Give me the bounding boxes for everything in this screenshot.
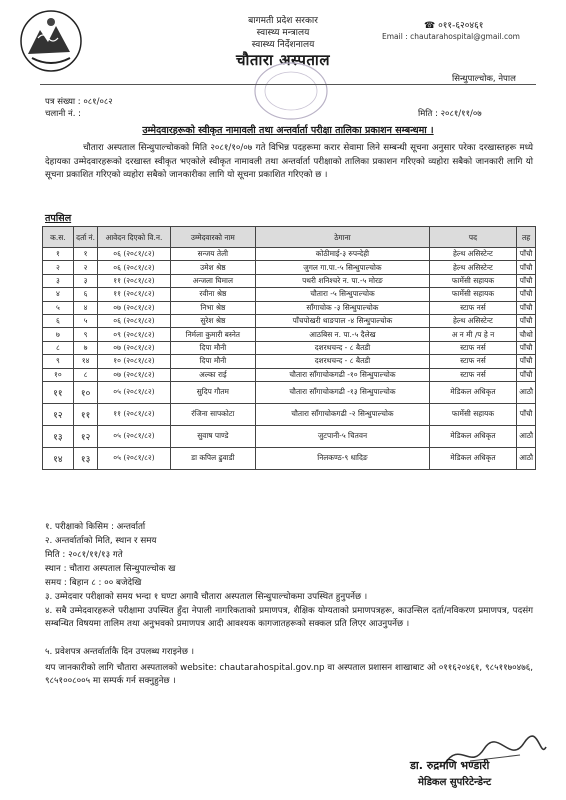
contact-info: थप जानकारीको लागि चौतारा अस्पतालको website: chautarahospital.gov.np वा अस्पताल प्रशासन शाखाबाट ओ ०११६२०४६१, ९८५११७०४७६, ९८५१००८००५ मा सम्पर्क गर्न सक्नुहुनेछ ।	[45, 663, 533, 686]
email-address: Email : chautarahospital@gmail.com	[382, 32, 520, 41]
cell-candidate-name: निर्मला कुमारी बस्नेत	[170, 328, 256, 341]
cell-application-no: ०५ (२०८१/८२)	[98, 447, 170, 469]
cell-candidate-name: अन्जला घिमाल	[170, 274, 256, 287]
cell-position: स्टाफ नर्स	[429, 355, 517, 368]
cell-address: जुटपानी-५ चितवन	[256, 425, 430, 447]
cell-application-no: ०७ (२०८१/८२)	[98, 301, 170, 314]
cell-serial: २	[43, 261, 74, 274]
cell-candidate-name: डा कपिल ढुवाडी	[170, 447, 256, 469]
cell-position: फार्मेसी सहायक	[429, 288, 517, 301]
cell-serial: १३	[43, 425, 74, 447]
cell-application-no: ०६ (२०८१/८२)	[98, 314, 170, 327]
letter-number: पत्र संख्या : ०८१/०८२	[45, 97, 113, 107]
cell-candidate-name: सुरेश श्रेष्ठ	[170, 314, 256, 327]
table-row	[43, 403, 536, 425]
cell-application-no: ०५ (२०८१/८२)	[98, 381, 170, 403]
cell-serial: १०	[43, 368, 74, 381]
notice-body: चौतारा अस्पताल सिन्धुपाल्चोकको मिति २०८१/१०/०७ गते विभिन्न पदहरूमा करार सेवामा लिने सम्बन्धी सूचना अनुसार परेका दरखास्तहरू मध्ये देहायका उम्मेदवारहरूको दरखास्त स्वीकृत भएकोले स्वीकृत नामावली तथा अन्तर्वार्ता परीक्षाको तालिका प्रकाशन गरिएको व्यहोरा सबैको जानकारी लागि यो सूचना प्रकाशित गरिएको व्यहोरा सबैको जानकारीका लागि यो सूचना प्रकाशित गरिएको छ ।	[45, 143, 533, 180]
cell-level: आठौ	[517, 425, 536, 447]
cell-candidate-name: रंजिना सापकोटा	[170, 403, 256, 425]
arrival-instruction: ३. उम्मेदवार परीक्षाको समय भन्दा १ घण्टा अगावै चौतारा अस्पताल सिन्धुपाल्चोकमा उपस्थित हुनुपर्नेछ ।	[45, 592, 368, 602]
cell-reg-no: १२	[73, 425, 98, 447]
cell-address: दशरथचन्द - ८ बैतडी	[256, 341, 430, 354]
exam-type: १. परीक्षाको किसिम : अन्तर्वार्ता	[45, 522, 146, 532]
cell-reg-no: ३	[73, 274, 98, 287]
table-header-row	[43, 227, 536, 248]
cell-candidate-name: सन्जय तेली	[170, 248, 256, 261]
cell-position: स्टाफ नर्स	[429, 341, 517, 354]
table-row	[43, 248, 536, 261]
table-row	[43, 425, 536, 447]
signatory-title: मेडिकल सुपरिटेन्डेन्ट	[418, 777, 492, 788]
cell-serial: ८	[43, 341, 74, 354]
col-header-serial: क.स.	[43, 227, 74, 248]
cell-address: चौतारा साँगाचोकगढी -१३ सिन्धुपाल्चोक	[256, 381, 430, 403]
cell-reg-no: १०	[73, 381, 98, 403]
hospital-stamp-seal	[246, 56, 336, 126]
cell-level: पाँचौ	[517, 288, 536, 301]
cell-serial: ४	[43, 288, 74, 301]
cell-serial: १	[43, 248, 74, 261]
cell-level: आठौ	[517, 447, 536, 469]
cell-application-no: ११ (२०८१/८२)	[98, 288, 170, 301]
cell-serial: ६	[43, 314, 74, 327]
cell-serial: १२	[43, 403, 74, 425]
cell-application-no: ०६ (२०८१/८२)	[98, 248, 170, 261]
cell-position: मेडिकल अधिकृत	[429, 381, 517, 403]
cell-candidate-name: उमेश श्रेष्ठ	[170, 261, 256, 274]
cell-candidate-name: दिपा मौनी	[170, 355, 256, 368]
cell-application-no: ०९ (२०८१/८२)	[98, 328, 170, 341]
cell-position: हेल्थ असिस्टेन्ट	[429, 314, 517, 327]
cell-position: स्टाफ नर्स	[429, 301, 517, 314]
col-header-reg-no: दर्ता नं.	[73, 227, 98, 248]
candidate-table	[42, 226, 536, 470]
cell-candidate-name: निभा श्रेष्ठ	[170, 301, 256, 314]
cell-reg-no: १	[73, 248, 98, 261]
cell-reg-no: १३	[73, 447, 98, 469]
cell-level: पाँचौ	[517, 301, 536, 314]
hospital-title: चौतारा अस्पताल	[235, 51, 330, 69]
admit-card-note: ५. प्रवेशपत्र अन्तर्वार्ताकै दिन उपलब्ध गराइनेछ ।	[45, 647, 194, 657]
cell-level: पाँचौ	[517, 248, 536, 261]
cell-level: चौथो	[517, 328, 536, 341]
cell-address: जुगल गा.पा.-५ सिन्धुपाल्चोक	[256, 261, 430, 274]
col-header-level: तह	[517, 227, 536, 248]
letter-date: मिति : २०८१/११/०७	[418, 109, 482, 119]
cell-reg-no: ९	[73, 328, 98, 341]
table-row	[43, 341, 536, 354]
cell-reg-no: ७	[73, 341, 98, 354]
signatory-name: डा. रुद्रमणि भण्डारी	[410, 759, 490, 772]
cell-address: आठबिस न. पा.-५ दैलेख	[256, 328, 430, 341]
header-directorate: स्वास्थ्य निर्देशनालय	[251, 40, 315, 50]
cell-address: साँगाचोक -३ सिन्धुपाल्चोक	[256, 301, 430, 314]
col-header-application-no: आवेदन दिएको वि.न.	[98, 227, 170, 248]
cell-application-no: ०५ (२०८१/८२)	[98, 425, 170, 447]
cell-position: अ न मी /प हे न	[429, 328, 517, 341]
cell-position: हेल्थ असिस्टेन्ट	[429, 248, 517, 261]
cell-address: चौतारा साँगाचोकगढी -२ सिन्धुपाल्चोक	[256, 403, 430, 425]
cell-address: चौतारा साँगाचोकगढी -१० सिन्धुपाल्चोक	[256, 368, 430, 381]
interview-schedule-heading: २. अन्तर्वार्ताको मिति, स्थान र समय	[45, 536, 157, 546]
cell-candidate-name: सुदिप गौतम	[170, 381, 256, 403]
table-row	[43, 261, 536, 274]
cell-position: मेडिकल अधिकृत	[429, 425, 517, 447]
dispatch-number: चलानी नं. :	[45, 109, 81, 119]
cell-address: पाँचपोखरी थाङपाल -४ सिन्धुपाल्चोक	[256, 314, 430, 327]
cell-level: पाँचौ	[517, 274, 536, 287]
phone-number: ☎ ०११-६२०४६१	[424, 21, 484, 31]
schedule-heading: तपसिल	[45, 213, 72, 224]
table-row	[43, 368, 536, 381]
cell-application-no: ११ (२०८१/८२)	[98, 403, 170, 425]
cell-position: फार्मेसी सहायक	[429, 403, 517, 425]
header-divider	[40, 84, 536, 85]
hospital-location: सिन्धुपाल्चोक, नेपाल	[452, 74, 516, 84]
header-province: बागमती प्रदेश सरकार	[248, 16, 318, 26]
cell-application-no: ०७ (२०८१/८२)	[98, 368, 170, 381]
cell-level: पाँचौ	[517, 403, 536, 425]
cell-position: हेल्थ असिस्टेन्ट	[429, 261, 517, 274]
cell-application-no: ०६ (२०८१/८२)	[98, 261, 170, 274]
table-row	[43, 328, 536, 341]
table-row	[43, 301, 536, 314]
cell-candidate-name: दिपा मौनी	[170, 341, 256, 354]
header-ministry: स्वास्थ्य मन्त्रालय	[256, 28, 310, 38]
cell-application-no: ०७ (२०८१/८२)	[98, 341, 170, 354]
cell-candidate-name: सुवाष पाण्डे	[170, 425, 256, 447]
letter-subject: उम्मेदवारहरूको स्वीकृत नामावली तथा अन्तर्वार्ता परीक्षा तालिका प्रकाशन सम्बन्धमा ।	[142, 125, 434, 136]
table-row	[43, 274, 536, 287]
table-row	[43, 381, 536, 403]
cell-position: स्टाफ नर्स	[429, 368, 517, 381]
cell-serial: ११	[43, 381, 74, 403]
cell-serial: ७	[43, 328, 74, 341]
cell-application-no: १० (२०८१/८२)	[98, 355, 170, 368]
col-header-address: ठेगाना	[256, 227, 430, 248]
cell-reg-no: ४	[73, 301, 98, 314]
cell-reg-no: ५	[73, 314, 98, 327]
cell-candidate-name: अल्का राई	[170, 368, 256, 381]
col-header-position: पद	[429, 227, 517, 248]
cell-serial: ९	[43, 355, 74, 368]
cell-reg-no: २	[73, 261, 98, 274]
cell-candidate-name: रवीना श्रेष्ठ	[170, 288, 256, 301]
cell-level: पाँचौ	[517, 341, 536, 354]
cell-serial: १४	[43, 447, 74, 469]
cell-serial: ५	[43, 301, 74, 314]
table-row	[43, 314, 536, 327]
interview-date: मिति : २०८१/११/१३ गते	[45, 550, 123, 560]
cell-position: फार्मेसी सहायक	[429, 274, 517, 287]
cell-application-no: ११ (२०८१/८२)	[98, 274, 170, 287]
cell-level: पाँचौ	[517, 261, 536, 274]
table-row	[43, 355, 536, 368]
cell-address: पथरी शनिश्चरे न. पा.-५ मोरङ	[256, 274, 430, 287]
cell-serial: ३	[43, 274, 74, 287]
cell-address: कोठीमाई-३ रुपन्देही	[256, 248, 430, 261]
cell-position: मेडिकल अधिकृत	[429, 447, 517, 469]
interview-time: समय : बिहान ८ : ०० बजेदेखि	[45, 578, 142, 588]
cell-address: निलकण्ठ-९ धादिङ	[256, 447, 430, 469]
cell-reg-no: ८	[73, 368, 98, 381]
cell-level: पाँचौ	[517, 314, 536, 327]
documents-instruction: ४. सबै उम्मेदवारहरूले परीक्षामा उपस्थित हुँदा नेपाली नागरिकताको प्रमाणपत्र, शैक्षिक योग्यताको प्रमाणपत्रहरू, काउन्सिल दर्ता/नविकरण प्रमाणपत्र, पदसंग सम्बन्धित विषयमा तालिम तथा अनुभवको प्रमाणपत्र आदी आवश्यक कागजातहरूको सक्कल प्रति लिएर आउनुपर्नेछ ।	[45, 606, 533, 629]
cell-address: चौतारा -५ सिन्धुपाल्चोक	[256, 288, 430, 301]
cell-reg-no: ६	[73, 288, 98, 301]
cell-address: दशरथचन्द - ८ बैतडी	[256, 355, 430, 368]
cell-reg-no: ११	[73, 403, 98, 425]
cell-reg-no: १४	[73, 355, 98, 368]
cell-level: पाँचौ	[517, 368, 536, 381]
cell-level: पाँचौ	[517, 355, 536, 368]
interview-place: स्थान : चौतारा अस्पताल सिन्धुपाल्चोक ख	[45, 564, 176, 574]
table-row	[43, 447, 536, 469]
col-header-candidate-name: उम्मेदवारको नाम	[170, 227, 256, 248]
cell-level: आठौ	[517, 381, 536, 403]
table-row	[43, 288, 536, 301]
